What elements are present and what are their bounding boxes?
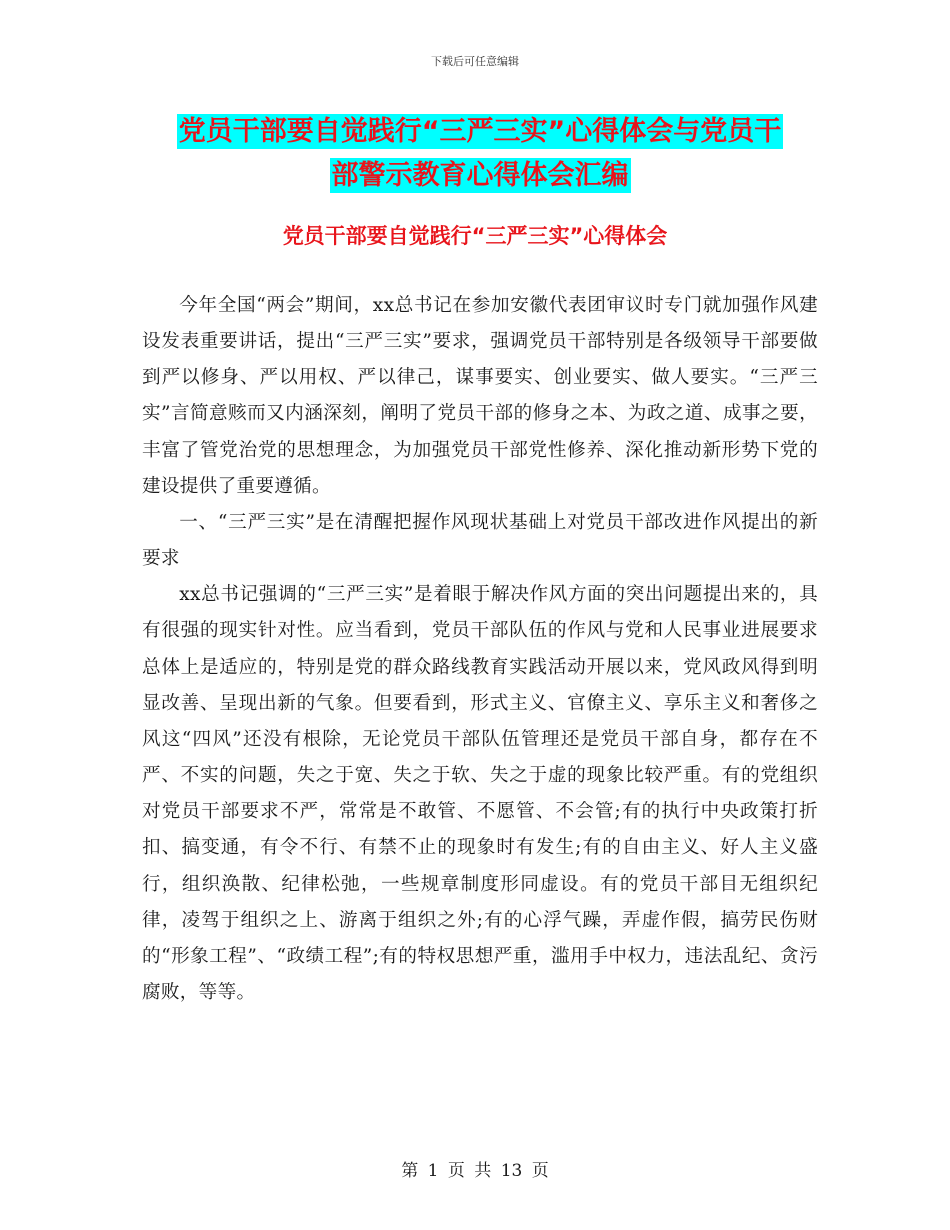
section-title: 党员干部要自觉践行“三严三实”心得体会 (282, 224, 668, 248)
document-body (142, 288, 818, 1011)
paragraph-intro: 今年全国“两会”期间，xx总书记在参加安徽代表团审议时专门就加强作风建设发表重要讲话，提出“三严三实”要求，强调党员干部特别是各级领导干部要做到严以修身、严以用权、严以律己，谋事要实、创业要实、做人要实。“三严三实”言简意赅而又内涵深刻，阐明了党员干部的修身之本、为政之道、成事之要，丰富了管党治党的思想理念，为加强党员干部党性修养、深化推动新形势下党的建设提供了重要遵循。 (142, 295, 818, 497)
document-title-line-2: 部警示教育心得体会汇编 (331, 160, 629, 191)
page-header-note: 下载后可任意编辑 (431, 55, 519, 68)
paragraph-heading-one: 一、“三严三实”是在清醒把握作风现状基础上对党员干部改进作风提出的新要求 (142, 511, 818, 570)
document-title (150, 110, 810, 198)
document-title-line-1: 党员干部要自觉践行“三严三实”心得体会与党员干 (178, 116, 782, 147)
paragraph-body: xx总书记强调的“三严三实”是着眼于解决作风方面的突出问题提出来的，具有很强的现实针对性。应当看到，党员干部队伍的作风与党和人民事业进展要求总体上是适应的，特别是党的群众路线教育实践活动开展以来，党风政风得到明显改善、呈现出新的气象。但要看到，形式主义、官僚主义、享乐主义和奢侈之风这“四风”还没有根除，无论党员干部队伍管理还是党员干部自身，都存在不严、不实的问题，失之于宽、失之于软、失之于虚的现象比较严重。有的党组织对党员干部要求不严，常常是不敢管、不愿管、不会管;有的执行中央政策打折扣、搞变通，有令不行、有禁不止的现象时有发生;有的自由主义、好人主义盛行，组织涣散、纪律松弛，一些规章制度形同虚设。有的党员干部目无组织纪律，凌驾于组织之上、游离于组织之外;有的心浮气躁，弄虚作假，搞劳民伤财的“形象工程”、“政绩工程”;有的特权思想严重，滥用手中权力，违法乱纪、贪污腐败，等等。 (142, 584, 818, 1003)
page-number: 第 1 页 共 13 页 (401, 1161, 549, 1181)
